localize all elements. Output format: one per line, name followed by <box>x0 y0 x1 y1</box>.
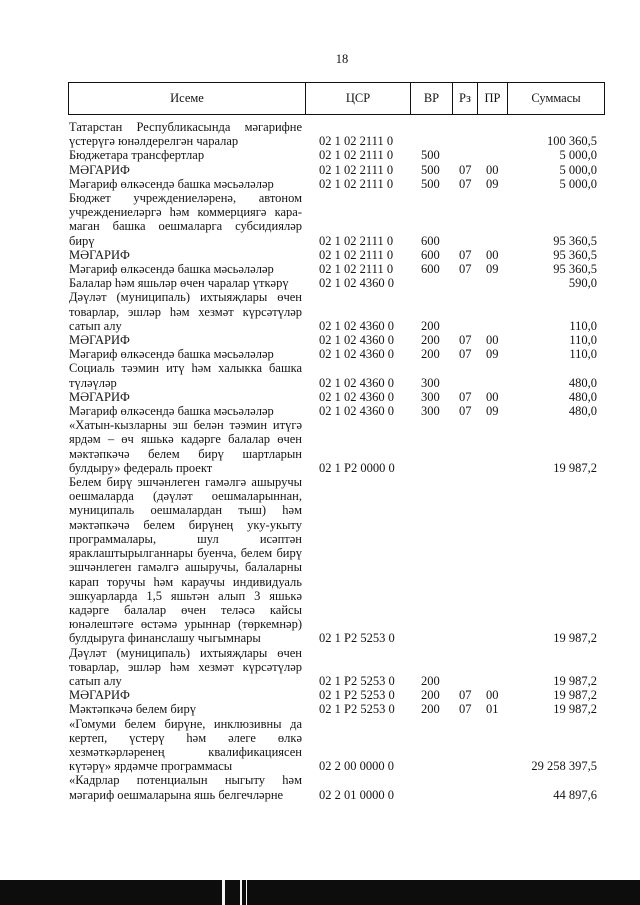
row-name-line: күтәрү» ярдәмче программасы <box>69 759 233 774</box>
row-vr: 200 <box>421 688 440 703</box>
row-name-line: кадәрге балалар өчен теләсә кайсы <box>69 602 302 617</box>
row-name <box>68 276 305 290</box>
row-vr: 500 <box>421 148 440 163</box>
row-rz: 07 <box>459 162 472 177</box>
row-csr: 02 1 02 4360 0 <box>319 318 394 333</box>
row-csr: 02 1 02 2111 0 <box>319 233 394 248</box>
row-sum: 480,0 <box>568 404 597 419</box>
table-row <box>68 475 605 645</box>
row-sum: 19 987,2 <box>553 702 597 717</box>
row-name-line: маган башка оешмаларга субсидияләр <box>69 219 302 234</box>
row-name-line: Социаль тәэмин итү һәм халыкка башка <box>69 361 302 376</box>
row-name-line: Дәүләт (муниципаль) ихтыяҗлары өчен <box>69 645 302 660</box>
row-csr: 02 2 01 0000 0 <box>319 787 394 802</box>
row-name <box>68 361 305 389</box>
row-name-line: МӘГАРИФ <box>69 333 130 348</box>
row-name-line: Бюджетара трансфертлар <box>69 148 205 163</box>
row-name-line: МӘГАРИФ <box>69 688 130 703</box>
scan-gap <box>222 880 225 905</box>
row-sum: 110,0 <box>569 333 597 348</box>
row-name-line: «Гомуми белем бирүне, инклюзивны да <box>69 716 302 731</box>
row-name <box>68 191 305 248</box>
row-name-line: Татарстан Республикасында мәгарифне <box>69 120 302 134</box>
row-sum: 100 360,5 <box>547 134 597 149</box>
row-vr: 200 <box>421 333 440 348</box>
header-sum: Суммасы <box>507 83 604 114</box>
row-rz: 07 <box>459 176 472 191</box>
row-name-line: МӘГАРИФ <box>69 389 130 404</box>
row-vr: 200 <box>421 347 440 362</box>
row-name-line: мәктәпкәчә белем бирүнең уку-укыту <box>69 517 302 532</box>
row-rz: 07 <box>459 688 472 703</box>
row-name <box>68 702 305 716</box>
row-csr: 02 1 02 4360 0 <box>319 347 394 362</box>
row-csr: 02 1 P2 5253 0 <box>319 673 395 688</box>
row-csr: 02 1 02 4360 0 <box>319 404 394 419</box>
row-name <box>68 347 305 361</box>
row-vr: 300 <box>421 375 440 390</box>
scan-edge-artifact <box>0 880 640 905</box>
row-sum: 19 987,2 <box>553 673 597 688</box>
row-sum: 44 897,6 <box>553 787 597 802</box>
row-vr: 600 <box>421 262 440 277</box>
row-sum: 5 000,0 <box>559 162 597 177</box>
row-pr: 09 <box>486 347 499 362</box>
row-name-line: булдыру» федераль проект <box>69 460 213 475</box>
row-name-line: карап торучы һәм караучы индивидуаль <box>69 574 302 589</box>
row-name <box>68 120 305 148</box>
row-name-line: үстерүгә юнәлдерелгән чаралар <box>69 134 239 149</box>
table-row <box>68 248 605 262</box>
table-row <box>68 120 605 148</box>
table-row <box>68 177 605 191</box>
row-csr: 02 1 02 2111 0 <box>319 162 394 177</box>
row-csr: 02 1 02 2111 0 <box>319 262 394 277</box>
header-csr: ЦСР <box>305 83 410 114</box>
row-vr: 500 <box>421 176 440 191</box>
row-sum: 110,0 <box>569 318 597 333</box>
row-name-line: бирү <box>69 233 95 248</box>
table-row <box>68 262 605 276</box>
row-sum: 95 360,5 <box>553 262 597 277</box>
row-csr: 02 1 02 4360 0 <box>319 375 394 390</box>
row-name-line: Мәгариф өлкәсендә башка мәсьәләләр <box>69 262 274 277</box>
row-name-line: эшкуарларда 1,5 яшьтән алып 3 яшькә <box>69 588 302 603</box>
row-rz: 07 <box>459 404 472 419</box>
row-csr: 02 1 02 2111 0 <box>319 247 394 262</box>
row-name-line: кертеп, үстерү һәм әлеге өлкә <box>69 730 302 745</box>
table-row <box>68 717 605 774</box>
row-csr: 02 1 02 4360 0 <box>319 276 394 291</box>
row-name-line: Мәгариф өлкәсендә башка мәсьәләләр <box>69 347 274 362</box>
row-csr: 02 1 02 4360 0 <box>319 389 394 404</box>
row-name-line: юнәлештәге өстәмә урыннар (төркемнәр) <box>69 617 302 632</box>
row-rz: 07 <box>459 262 472 277</box>
row-sum: 480,0 <box>568 389 597 404</box>
header-vr: ВР <box>410 83 452 114</box>
row-pr: 09 <box>486 404 499 419</box>
row-name <box>68 333 305 347</box>
row-csr: 02 1 02 2111 0 <box>319 134 394 149</box>
row-name-line: ярдәм – өч яшькә кадәрге балалар өчен <box>69 432 302 447</box>
row-name-line: товарлар, эшләр һәм хезмәт күрсәтүләр <box>69 304 302 319</box>
row-pr: 09 <box>486 262 499 277</box>
row-name-line: сатып алу <box>69 318 122 333</box>
header-pr: ПР <box>477 83 507 114</box>
row-csr: 02 2 00 0000 0 <box>319 759 394 774</box>
row-csr: 02 1 02 2111 0 <box>319 176 394 191</box>
table-row <box>68 290 605 333</box>
table-row <box>68 773 605 801</box>
row-vr: 200 <box>421 702 440 717</box>
row-sum: 480,0 <box>568 375 597 390</box>
row-csr: 02 1 P2 0000 0 <box>319 460 395 475</box>
row-sum: 590,0 <box>568 276 597 291</box>
row-vr: 500 <box>421 162 440 177</box>
row-vr: 300 <box>421 389 440 404</box>
row-csr: 02 1 P2 5253 0 <box>319 688 395 703</box>
row-name <box>68 177 305 191</box>
row-sum: 95 360,5 <box>553 247 597 262</box>
row-csr: 02 1 02 4360 0 <box>319 333 394 348</box>
table-row <box>68 404 605 418</box>
row-name-line: Балалар һәм яшьләр өчен чаралар үткәрү <box>69 276 289 291</box>
row-name-line: Дәүләт (муниципаль) ихтыяҗлары өчен <box>69 290 302 305</box>
row-name <box>68 646 305 689</box>
table-row <box>68 418 605 475</box>
table-row <box>68 646 605 689</box>
row-sum: 29 258 397,5 <box>531 759 597 774</box>
row-name-line: яраклаштырылганнары буенча, белем бирү <box>69 546 302 561</box>
row-pr: 00 <box>486 688 499 703</box>
row-name-line: Мәгариф өлкәсендә башка мәсьәләләр <box>69 176 274 191</box>
row-sum: 110,0 <box>569 347 597 362</box>
row-name-line: Белем бирү эшчәнлеген гамәлгә ашыручы <box>69 475 302 490</box>
row-name-line: Бюджет учреждениеләренә, автоном <box>69 191 302 206</box>
row-name <box>68 717 305 774</box>
row-csr: 02 1 P2 5253 0 <box>319 702 395 717</box>
row-name-line: мәктәпкәчә белем бирү шартларын <box>69 446 302 461</box>
row-name-line: эшчәнлеген гамәлгә ашыручы, балаларны <box>69 560 302 575</box>
row-vr: 200 <box>421 318 440 333</box>
row-name <box>68 404 305 418</box>
row-name-line: МӘГАРИФ <box>69 162 130 177</box>
row-name-line: оешмаларда (дәүләт оешмаларыннан, <box>69 489 302 504</box>
row-name <box>68 688 305 702</box>
row-name-line: программалары, шул исәптән <box>69 531 302 546</box>
row-name <box>68 248 305 262</box>
header-name: Исеме <box>170 91 204 105</box>
row-sum: 5 000,0 <box>559 176 597 191</box>
row-csr: 02 1 02 2111 0 <box>319 148 394 163</box>
row-vr: 300 <box>421 404 440 419</box>
row-name <box>68 773 305 801</box>
row-sum: 95 360,5 <box>553 233 597 248</box>
row-name-line: булдыруга финанслашу чыгымнары <box>69 631 261 646</box>
row-name-line: Мәктәпкәчә белем бирү <box>69 702 196 717</box>
row-pr: 00 <box>486 333 499 348</box>
row-rz: 07 <box>459 389 472 404</box>
row-pr: 09 <box>486 176 499 191</box>
row-name-line: муниципаль оешмалардан тыш) һәм <box>69 503 302 518</box>
row-name-line: «Хатын-кызларны эш белән тәэмин итүгә <box>69 418 302 433</box>
row-name-line: товарлар, эшләр һәм хезмәт күрсәтүләр <box>69 659 302 674</box>
table-row <box>68 688 605 702</box>
row-name-line: түләүләр <box>69 375 117 390</box>
row-vr: 600 <box>421 233 440 248</box>
row-name <box>68 390 305 404</box>
row-name-line: МӘГАРИФ <box>69 247 130 262</box>
table-row <box>68 333 605 347</box>
row-vr: 600 <box>421 247 440 262</box>
row-sum: 19 987,2 <box>553 631 597 646</box>
page-number: 18 <box>335 52 349 66</box>
table-row <box>68 191 605 248</box>
row-name <box>68 262 305 276</box>
table-body <box>68 115 605 802</box>
header-rz: Рз <box>452 83 477 114</box>
row-name-line: «Кадрлар потенциалын ныгыту һәм <box>69 773 302 788</box>
row-pr: 01 <box>486 702 499 717</box>
row-name-line: сатып алу <box>69 673 122 688</box>
row-rz: 07 <box>459 347 472 362</box>
table-row <box>68 276 605 290</box>
table-row <box>68 702 605 716</box>
row-rz: 07 <box>459 247 472 262</box>
row-name-line: Мәгариф өлкәсендә башка мәсьәләләр <box>69 404 274 419</box>
scan-gap <box>246 880 247 905</box>
scan-gap <box>240 880 242 905</box>
row-rz: 07 <box>459 333 472 348</box>
row-sum: 19 987,2 <box>553 688 597 703</box>
row-pr: 00 <box>486 162 499 177</box>
table-row <box>68 148 605 162</box>
table-row <box>68 361 605 389</box>
row-sum: 19 987,2 <box>553 460 597 475</box>
budget-table <box>68 82 605 802</box>
row-name <box>68 163 305 177</box>
row-name <box>68 475 305 645</box>
row-sum: 5 000,0 <box>559 148 597 163</box>
row-pr: 00 <box>486 247 499 262</box>
row-pr: 00 <box>486 389 499 404</box>
row-name-line: учреждениеләргә һәм коммерциягә кара- <box>69 205 302 220</box>
table-row <box>68 163 605 177</box>
table-row <box>68 347 605 361</box>
row-name-line: хезмәткәрләренең квалификациясен <box>69 744 302 759</box>
table-row <box>68 390 605 404</box>
table-header <box>68 82 605 115</box>
row-rz: 07 <box>459 702 472 717</box>
row-name <box>68 290 305 333</box>
row-name-line: мәгариф оешмаларына яшь белгечләрне <box>69 787 284 802</box>
row-vr: 200 <box>421 673 440 688</box>
row-name <box>68 148 305 162</box>
row-csr: 02 1 P2 5253 0 <box>319 631 395 646</box>
row-name <box>68 418 305 475</box>
